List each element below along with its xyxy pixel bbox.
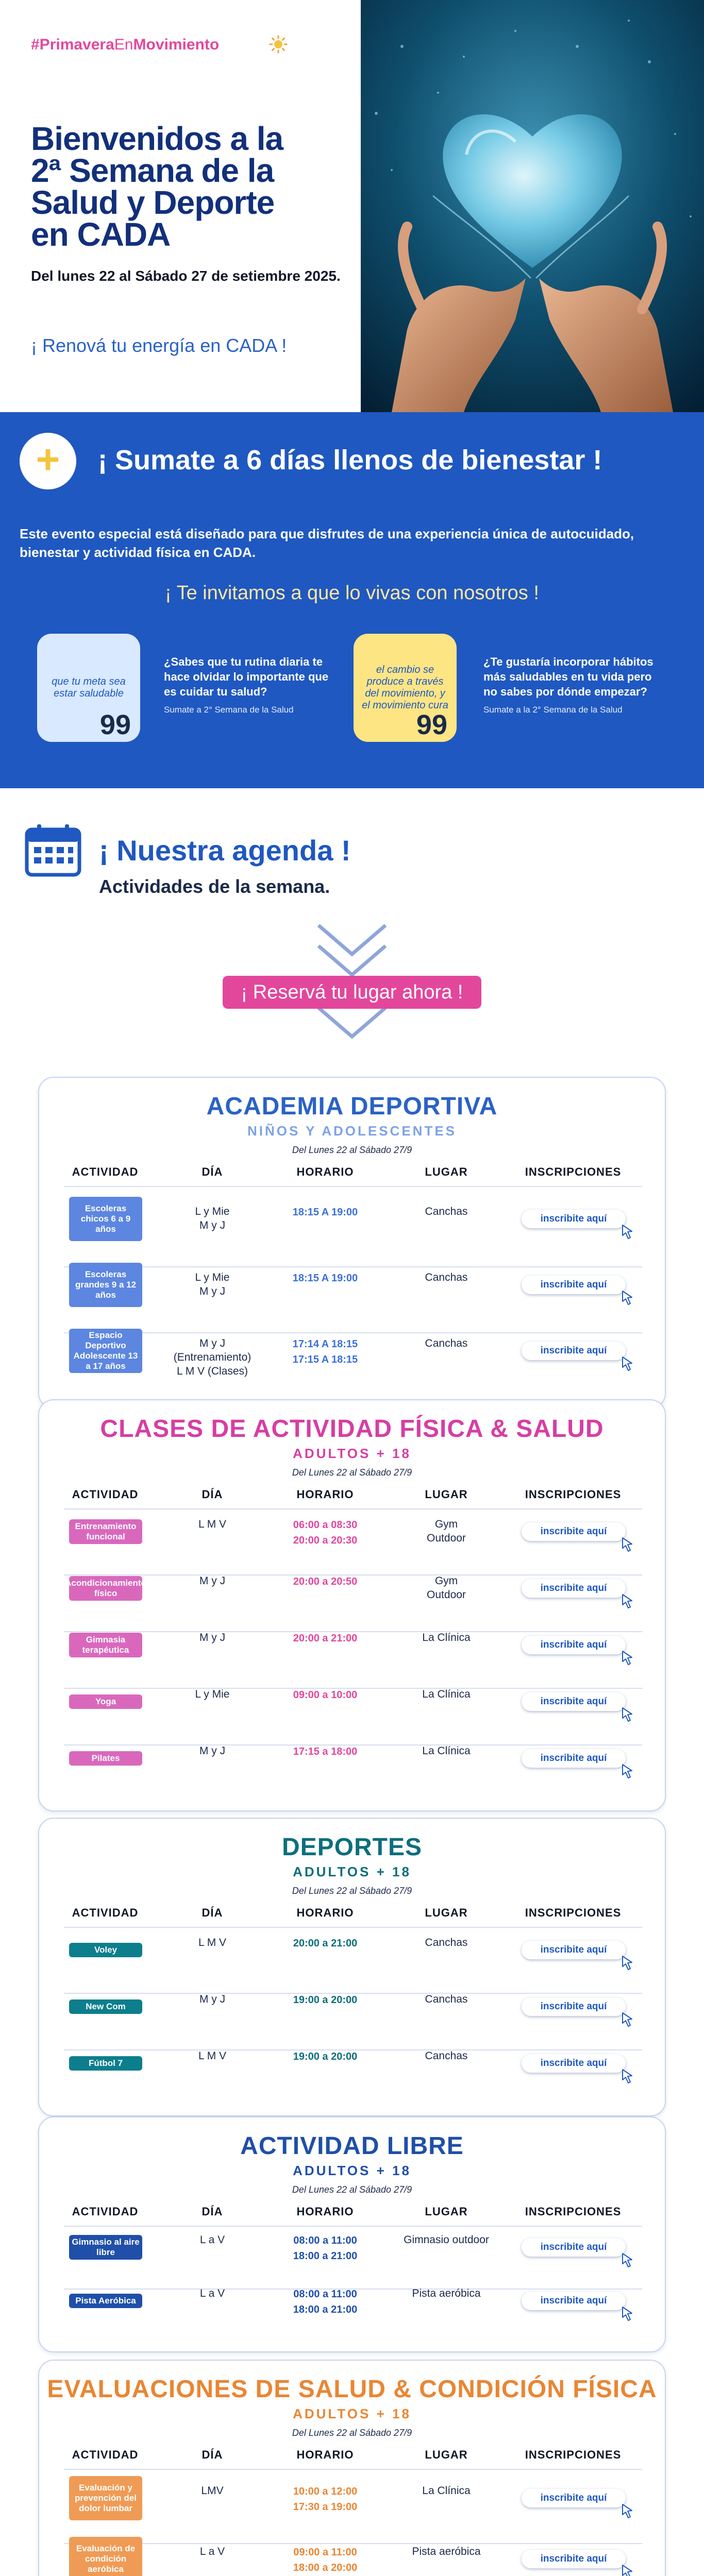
card-title: ACTIVIDAD LIBRE: [240, 2132, 464, 2160]
day-cell: L M V: [198, 1937, 227, 1948]
activity-pill: Escoleras chicos 6 a 9 años: [69, 1197, 142, 1241]
signup-label: inscribite aquí: [540, 1639, 607, 1650]
time-cell: 20:00 a 20:50: [293, 1576, 358, 1587]
quote-bubble-1: que tu meta sea estar saludable 99: [37, 634, 140, 742]
column-header: LUGAR: [425, 1488, 468, 1501]
day-cell: L a V: [199, 2546, 225, 2557]
pointer-cursor-icon: [621, 2069, 635, 2084]
signup-button[interactable]: [522, 2489, 626, 2507]
column-header: INSCRIPCIONES: [525, 2448, 622, 2461]
quote-mark-icon: 99: [416, 709, 447, 740]
column-header: INSCRIPCIONES: [525, 1906, 622, 1919]
column-header: LUGAR: [425, 1906, 468, 1919]
activity-pill: New Com: [69, 1999, 142, 2014]
sun-icon: [269, 35, 288, 54]
pointer-cursor-icon: [621, 1356, 635, 1371]
signup-button[interactable]: [522, 1210, 626, 1228]
signup-label: inscribite aquí: [540, 2295, 607, 2306]
pointer-cursor-icon: [621, 2503, 635, 2519]
place-cell: Canchas: [425, 1937, 468, 1948]
activity-pill: Evaluación y prevención del dolor lumbar: [69, 2476, 142, 2520]
signup-label: inscribite aquí: [540, 2553, 607, 2564]
column-header: DÍA: [202, 1906, 223, 1919]
activity-pill: Fútbol 7: [69, 2056, 142, 2071]
card-title: ACADEMIA DEPORTIVA: [206, 1093, 498, 1120]
time-cell: 20:00 a 21:00: [293, 1938, 358, 1949]
signup-button[interactable]: [522, 1276, 626, 1294]
column-header: HORARIO: [296, 1165, 354, 1178]
signup-button[interactable]: [522, 2292, 626, 2310]
signup-button[interactable]: [522, 2238, 626, 2257]
hashtag: #PrimaveraEnMovimiento: [31, 36, 220, 53]
pointer-cursor-icon: [621, 1290, 635, 1306]
band-invite: ¡ Te invitamos a que lo vivas con nosotros !: [165, 582, 539, 604]
column-header: ACTIVIDAD: [72, 2205, 139, 2218]
time-cell: 18:15 A 19:00: [292, 1207, 358, 1218]
day-cell: L M V: [198, 2050, 227, 2062]
time-cell: 08:00 a 11:00 18:00 a 21:00: [293, 2289, 358, 2315]
place-cell: Canchas: [425, 1272, 468, 1283]
activity-pill: Pista Aeróbica: [69, 2294, 142, 2308]
place-cell: Canchas: [425, 2050, 468, 2062]
activity-card: [38, 1077, 666, 1409]
signup-label: inscribite aquí: [540, 2058, 607, 2069]
activity-pill: Gimnasia terapéutica: [69, 1633, 142, 1657]
place-cell: Pista aeróbica: [412, 2546, 481, 2557]
card-subtitle: NIÑOS Y ADOLESCENTES: [247, 1123, 457, 1139]
reserve-button[interactable]: ¡ Reservá tu lugar ahora !: [223, 976, 481, 1009]
signup-button[interactable]: [522, 1342, 626, 1360]
time-cell: 09:00 a 10:00: [293, 1689, 358, 1701]
activity-pill: Pilates: [69, 1751, 142, 1766]
signup-label: inscribite aquí: [540, 1944, 607, 1955]
column-header: ACTIVIDAD: [72, 2448, 139, 2461]
day-cell: L y Mie M y J: [195, 1206, 230, 1231]
hero-section: [0, 0, 704, 412]
activity-card: [38, 1399, 666, 1811]
quote-bubble-2: el cambio se produce a través del movimiento, y el movimiento cura 99: [354, 634, 457, 742]
pointer-cursor-icon: [621, 2252, 635, 2268]
column-header: HORARIO: [296, 2205, 354, 2218]
activity-pill: Espacio Deportivo Adolescente 13 a 17 años: [69, 1329, 142, 1373]
signup-button[interactable]: [522, 1692, 626, 1711]
signup-button[interactable]: [522, 1579, 626, 1598]
column-header: ACTIVIDAD: [72, 1906, 139, 1919]
place-cell: La Clínica: [422, 2485, 471, 2497]
activity-pill: Gimnasio al aire libre: [69, 2235, 142, 2260]
signup-label: inscribite aquí: [540, 1753, 607, 1764]
card-title: CLASES DE ACTIVIDAD FÍSICA & SALUD: [100, 1415, 604, 1443]
row-divider: [64, 1332, 642, 1333]
pointer-cursor-icon: [621, 1224, 635, 1240]
signup-button[interactable]: [522, 2550, 626, 2568]
time-cell: 18:15 A 19:00: [292, 1273, 358, 1284]
time-cell: 17:15 a 18:00: [293, 1746, 358, 1757]
place-cell: La Clínica: [422, 1632, 471, 1643]
place-cell: Canchas: [425, 1993, 468, 2005]
column-header: INSCRIPCIONES: [525, 1488, 622, 1501]
signup-label: inscribite aquí: [540, 1583, 607, 1594]
place-cell: La Clínica: [422, 1688, 471, 1700]
pointer-cursor-icon: [621, 2306, 635, 2321]
card-date: Del Lunes 22 al Sábado 27/9: [292, 2428, 412, 2438]
day-cell: M y J: [199, 1632, 226, 1643]
signup-label: inscribite aquí: [540, 1279, 607, 1290]
card-subtitle: ADULTOS + 18: [293, 1864, 411, 1879]
place-cell: Canchas: [425, 1337, 468, 1349]
time-cell: 19:00 a 20:00: [293, 1994, 358, 2006]
day-cell: L y Mie M y J: [195, 1272, 230, 1297]
column-header: HORARIO: [296, 2448, 354, 2461]
activity-pill: Yoga: [69, 1694, 142, 1709]
signup-label: inscribite aquí: [540, 1526, 607, 1537]
card-date: Del Lunes 22 al Sábado 27/9: [292, 1467, 412, 1478]
card-date: Del Lunes 22 al Sábado 27/9: [292, 1145, 412, 1155]
day-cell: L y Mie: [195, 1688, 230, 1700]
column-header: INSCRIPCIONES: [525, 1165, 622, 1178]
time-cell: 10:00 a 12:00 17:30 a 19:00: [293, 2486, 358, 2513]
column-header: DÍA: [202, 2205, 223, 2218]
time-cell: 06:00 a 08:30 20:00 a 20:30: [293, 1519, 358, 1546]
activity-pill: Escoleras grandes 9 a 12 años: [69, 1263, 142, 1307]
column-header: LUGAR: [425, 2205, 468, 2218]
activity-pill: Acondicionamiento físico: [69, 1576, 142, 1601]
place-cell: Canchas: [425, 1206, 468, 1217]
hero-renew: ¡ Renová tu energía en CADA !: [31, 335, 287, 356]
pointer-cursor-icon: [621, 2564, 635, 2576]
pointer-cursor-icon: [621, 1594, 635, 1609]
card-title: DEPORTES: [281, 1834, 423, 1861]
band-question-2: ¿Te gustaría incorporar hábitos más saludables en tu vida pero no sabes por dónde empezar? Sumate a la 2° Semana de la Salud: [483, 655, 653, 715]
signup-button[interactable]: [522, 1522, 626, 1541]
pointer-cursor-icon: [621, 1955, 635, 1971]
signup-button[interactable]: [522, 2054, 626, 2073]
divider: [64, 1927, 642, 1928]
signup-label: inscribite aquí: [540, 2242, 607, 2252]
band-title: ¡ Sumate a 6 días llenos de bienestar !: [98, 445, 602, 476]
column-header: DÍA: [202, 2448, 223, 2461]
signup-label: inscribite aquí: [540, 1213, 607, 1224]
row-divider: [64, 2543, 642, 2544]
column-header: INSCRIPCIONES: [525, 2205, 622, 2218]
time-cell: 17:14 A 18:15 17:15 A 18:15: [292, 1338, 358, 1365]
activity-pill: Voley: [69, 1943, 142, 1957]
column-header: DÍA: [202, 1165, 223, 1178]
divider: [64, 2226, 642, 2227]
place-cell: Gimnasio outdoor: [404, 2234, 489, 2246]
pointer-cursor-icon: [621, 1650, 635, 1666]
column-header: HORARIO: [296, 1906, 354, 1919]
card-subtitle: ADULTOS + 18: [293, 1446, 411, 1461]
card-date: Del Lunes 22 al Sábado 27/9: [292, 2184, 412, 2195]
signup-label: inscribite aquí: [540, 2001, 607, 2012]
band-text: Este evento especial está diseñado para que disfrutes de una experiencia única de autocuidado, bienestar y actividad física en CADA.: [20, 526, 634, 560]
column-header: ACTIVIDAD: [72, 1488, 139, 1501]
water-heart-hands-image: [361, 0, 704, 412]
signup-button[interactable]: [522, 1636, 626, 1654]
card-date: Del Lunes 22 al Sábado 27/9: [292, 1886, 412, 1896]
day-cell: L M V: [198, 1518, 227, 1530]
pointer-cursor-icon: [621, 1537, 635, 1552]
quote-mark-icon: 99: [99, 709, 131, 740]
agenda-title: ¡ Nuestra agenda !: [99, 834, 351, 867]
day-cell: L a V: [199, 2234, 225, 2246]
place-cell: Gym Outdoor: [427, 1575, 466, 1601]
place-cell: Pista aeróbica: [412, 2287, 481, 2299]
place-cell: Gym Outdoor: [427, 1518, 466, 1544]
signup-label: inscribite aquí: [540, 1345, 607, 1356]
day-cell: M y J (Entrenamiento) L M V (Clases): [173, 1337, 252, 1377]
signup-button[interactable]: [522, 1941, 626, 1959]
activity-pill: Evaluación de condición aeróbica: [69, 2537, 142, 2576]
day-cell: M y J: [199, 1993, 226, 2005]
divider: [64, 2469, 642, 2470]
invitation-band: [0, 412, 704, 788]
column-header: LUGAR: [425, 2448, 468, 2461]
divider: [64, 1186, 642, 1187]
activity-card: [38, 1818, 666, 2116]
column-header: ACTIVIDAD: [72, 1165, 139, 1178]
day-cell: LMV: [201, 2485, 224, 2497]
place-cell: La Clínica: [422, 1745, 471, 1757]
pointer-cursor-icon: [621, 2012, 635, 2027]
card-title: EVALUACIONES DE SALUD & CONDICIÓN FÍSICA: [47, 2376, 657, 2403]
time-cell: 19:00 a 20:00: [293, 2051, 358, 2062]
card-subtitle: ADULTOS + 18: [293, 2163, 411, 2178]
row-divider: [64, 1266, 642, 1267]
pointer-cursor-icon: [621, 1764, 635, 1779]
day-cell: M y J: [199, 1575, 226, 1587]
calendar-icon: [25, 823, 81, 877]
time-cell: 08:00 a 11:00 18:00 a 21:00: [293, 2235, 358, 2262]
plus-icon: +: [20, 433, 76, 489]
activity-card: [38, 2116, 666, 2352]
column-header: DÍA: [202, 1488, 223, 1501]
signup-button[interactable]: [522, 1749, 626, 1768]
day-cell: L a V: [199, 2287, 225, 2299]
day-cell: M y J: [199, 1745, 226, 1757]
band-question-1: ¿Sabes que tu rutina diaria te hace olvidar lo importante que es cuidar tu salud? Sumate a 2° Semana de la Salud: [164, 655, 329, 715]
time-cell: 09:00 a 11:00 18:00 a 20:00: [293, 2547, 358, 2573]
hero-title: Bienvenidos a la 2ª Semana de la Salud y Deporte en CADA: [31, 120, 283, 253]
hero-dates: Del lunes 22 al Sábado 27 de setiembre 2025.: [31, 268, 341, 284]
column-header: HORARIO: [296, 1488, 354, 1501]
time-cell: 20:00 a 21:00: [293, 1633, 358, 1644]
activity-pill: Entrenamiento funcional: [69, 1519, 142, 1544]
divider: [64, 1509, 642, 1510]
pointer-cursor-icon: [621, 1707, 635, 1722]
signup-label: inscribite aquí: [540, 1696, 607, 1707]
signup-button[interactable]: [522, 1997, 626, 2016]
signup-label: inscribite aquí: [540, 2493, 607, 2503]
activity-card: [38, 2360, 666, 2576]
column-header: LUGAR: [425, 1165, 468, 1178]
agenda-subtitle: Actividades de la semana.: [99, 876, 330, 897]
chevron-down-icon: [315, 1005, 389, 1046]
card-subtitle: ADULTOS + 18: [293, 2406, 411, 2421]
